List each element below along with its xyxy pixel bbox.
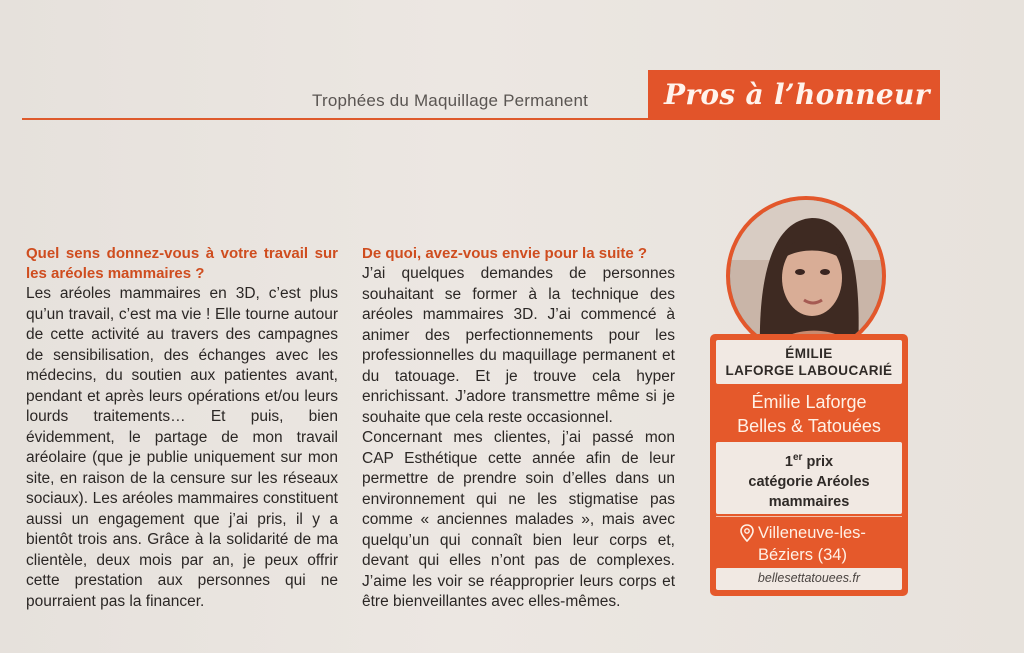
brand-name (710, 390, 908, 438)
prize-rank: 1 (784, 453, 793, 470)
prize-category-line-1: catégorie Aréoles (748, 473, 870, 490)
middle-answer-2: Concernant mes clientes, j’ai passé mon CAP Esthétique cette année afin de leur permettre de prendre soin d’elles dans un environnement qui ne les stigmatise pas comme « anciennes malades », mais avec quelqu’un qui connaît bien leur corps et, devant qui elles n’ont pas de complexes. J’aime les voir se réapproprier leurs corps et être bienveillantes avec elles-mêmes. (362, 429, 675, 610)
winner-first-name: ÉMILIE (785, 346, 833, 361)
location-line-2: Béziers (34) (758, 546, 847, 564)
middle-answer-1: J’ai quelques demandes de personnes souhaitant se former à la technique des aréoles mammaires 3D. J’ai commencé à animer des perfectionnements pour les professionnelles du maquillage permanent et du tatouage. Et je trouve cela hyper enrichissant. J’adore transmettre même si je souhaite que cela reste occasionnel. (362, 265, 675, 426)
website-box (716, 568, 902, 590)
prize-category-line-2: mammaires (768, 493, 850, 510)
brand-line-1: Émilie Laforge (751, 392, 867, 412)
header-divider (22, 118, 662, 120)
winner-card (710, 334, 908, 596)
section-tag-text: Pros à l’honneur (664, 78, 930, 111)
middle-question: De quoi, avez-vous envie pour la suite ? (362, 245, 648, 262)
winner-name (716, 345, 902, 379)
prize-title (716, 448, 902, 472)
prize-text (716, 448, 902, 512)
website-link[interactable]: bellesettatouees.fr (757, 571, 861, 585)
left-answer: Les aréoles mammaires en 3D, c’est plus qu’un travail, c’est ma vie ! Elle tourne autour de cette activité au travers des campagnes de sensibilisation, des échanges avec les médecins, du soutien aux patientes avant, pendant et après leurs opérations et/ou leurs lourds traitements… Et puis, bien évidemment, le partage de mon travail aréolaire (que je publie uniquement sur mon site, en raison de la censure sur les réseaux sociaux). Les aréoles mammaires constituent aussi un engagement que j’ai pris, il y a bientôt trois ans. Grâce à la solidarité de ma clientèle, deux mois par an, je peux offrir cette prestation aux personnes qui ne pourraient pas la financer. (26, 285, 338, 610)
winner-last-name: LAFORGE LABOUCARIÉ (725, 363, 893, 378)
section-label: Trophées du Maquillage Permanent (312, 91, 589, 110)
prize-suffix: er (793, 452, 803, 463)
location-line-1: Villeneuve-les- (758, 524, 866, 542)
map-pin-icon (740, 524, 754, 542)
location (758, 522, 898, 566)
left-column (26, 244, 338, 612)
middle-column (362, 244, 675, 613)
name-box (716, 340, 902, 384)
left-question: Quel sens donnez-vous à votre travail sur les aréoles mammaires ? (26, 245, 338, 282)
brand-line-2: Belles & Tatouées (737, 416, 881, 436)
card-divider (716, 516, 902, 517)
prize-word: prix (802, 453, 834, 470)
prize-box (716, 442, 902, 514)
portrait-photo (726, 196, 886, 356)
